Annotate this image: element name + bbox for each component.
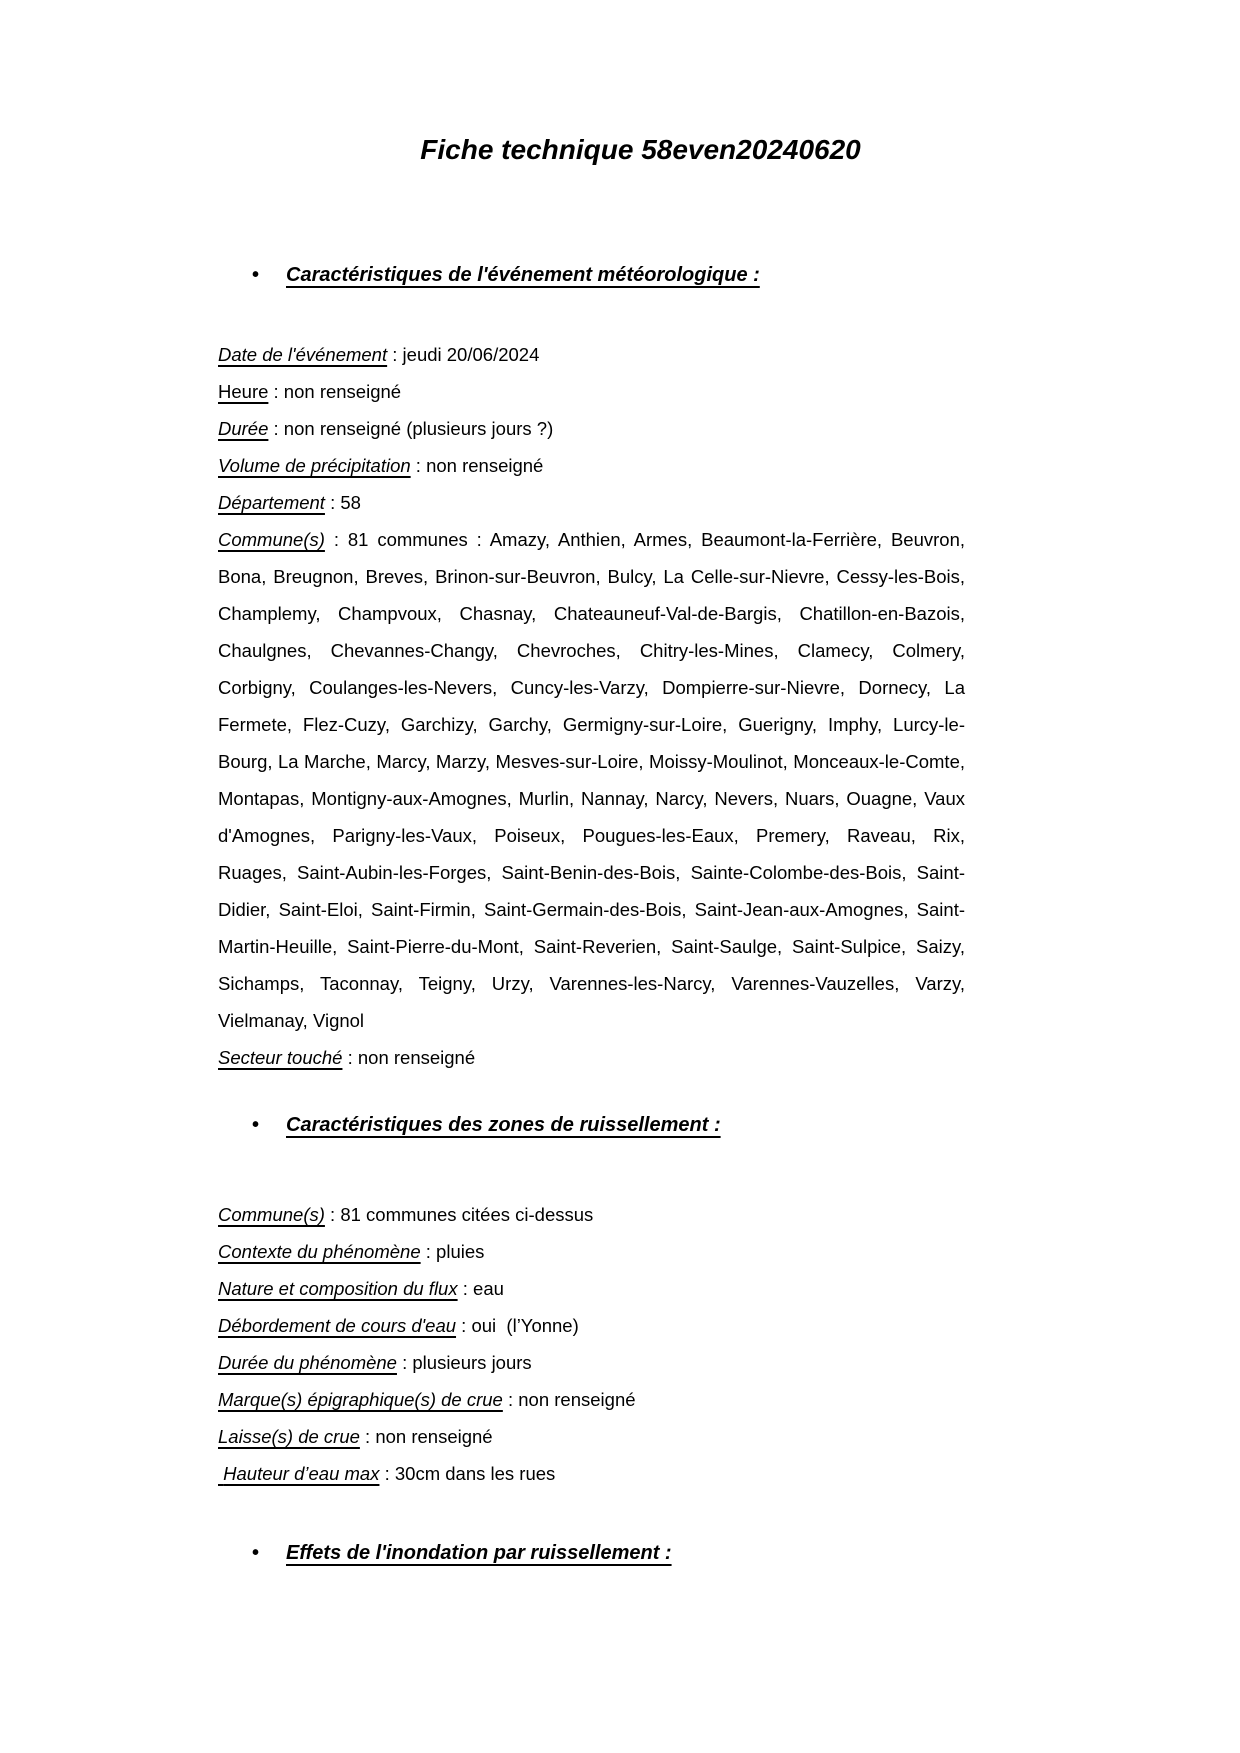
field-value: : non renseigné (plusieurs jours ?) xyxy=(268,418,554,439)
field-value: : plusieurs jours xyxy=(396,1352,532,1373)
bullet-icon: • xyxy=(252,264,260,286)
section-heading-effets xyxy=(218,1540,1097,1566)
field-label: Date de l'événement xyxy=(218,344,388,365)
field-secteur-touche xyxy=(218,1039,965,1076)
field-label: Durée du phénomène xyxy=(218,1352,397,1373)
field-label: Marque(s) épigraphique(s) de crue xyxy=(218,1389,503,1410)
field-value: : jeudi 20/06/2024 xyxy=(387,344,540,365)
communes-paragraph xyxy=(218,521,965,1039)
bullet-icon: • xyxy=(252,1114,260,1136)
field-label: Contexte du phénomène xyxy=(218,1241,421,1262)
field-debordement-cours-eau xyxy=(218,1307,965,1344)
section-heading-text: Effets de l'inondation par ruissellement : xyxy=(286,1542,672,1564)
field-marques-epigraphiques xyxy=(218,1381,965,1418)
field-label: Heure xyxy=(218,381,269,402)
field-label: Secteur touché xyxy=(218,1047,343,1068)
field-value: : 81 communes citées ci-dessus xyxy=(324,1204,594,1225)
field-heure xyxy=(218,373,965,410)
communes-list: : 81 communes : Amazy, Anthien, Armes, Beaumont-la-Ferrière, Beuvron, Bona, Breugnon, Breves, Brinon-sur-Beuvron, Bulcy, La Celle-sur-Nievre, Cessy-les-Bois, Champlemy, Champvoux, Chasnay, Chateauneuf-Val-de-Bargis, Chatillon-en-Bazois, Chaulgnes, Chevannes-Changy, Chevroches, Chitry-les-Mines, Clamecy, Colmery, Corbigny, Coulanges-les-Nevers, Cuncy-les-Varzy, Dompierre-sur-Nievre, Dornecy, La Fermete, Flez-Cuzy, Garchizy, Garchy, Germigny-sur-Loire, Guerigny, Imphy, Lurcy-le-Bourg, La Marche, Marcy, Marzy, Mesves-sur-Loire, Moissy-Moulinot, Monceaux-le-Comte, Montapas, Montigny-aux-Amognes, Murlin, Nannay, Narcy, Nevers, Nuars, Ouagne, Vaux d'Amognes, Parigny-les-Vaux, Poiseux, Pougues-les-Eaux, Premery, Raveau, Rix, Ruages, Saint-Aubin-les-Forges, Saint-Benin-des-Bois, Sainte-Colombe-des-Bois, Saint-Didier, Saint-Eloi, Saint-Firmin, Saint-Germain-des-Bois, Saint-Jean-aux-Amognes, Saint-Martin-Heuille, Saint-Pierre-du-Mont, Saint-Reverien, Saint-Saulge, Saint-Sulpice, Saizy, Sichamps, Taconnay, Teigny, Urzy, Varennes-les-Narcy, Varennes-Vauzelles, Varzy, Vielmanay, Vignol xyxy=(218,529,965,1031)
field-label: Département xyxy=(218,492,325,513)
field-value: : oui (l’Yonne) xyxy=(456,1315,579,1336)
field-hauteur-eau-max xyxy=(218,1455,965,1492)
section-heading-ruissellement xyxy=(218,1112,1097,1138)
field-label: Débordement de cours d'eau xyxy=(218,1315,457,1336)
field-duree xyxy=(218,410,965,447)
doc-title: Fiche technique 58even20240620 xyxy=(420,134,861,165)
field-laisses-de-crue xyxy=(218,1418,965,1455)
field-communes-2 xyxy=(218,1196,965,1233)
field-label: Commune(s) xyxy=(218,1204,325,1225)
section-heading-text: Caractéristiques des zones de ruissellement : xyxy=(286,1114,721,1136)
section-heading-meteo xyxy=(218,262,1097,288)
field-value: : 30cm dans les rues xyxy=(379,1463,556,1484)
field-label: Nature et composition du flux xyxy=(218,1278,458,1299)
field-value: : non renseigné xyxy=(268,381,402,402)
field-volume-precipitation xyxy=(218,447,965,484)
field-contexte-phenomene xyxy=(218,1233,965,1270)
field-duree-phenomene xyxy=(218,1344,965,1381)
field-value: : non renseigné xyxy=(342,1047,476,1068)
bullet-icon: • xyxy=(252,1542,260,1564)
field-value: : non renseigné xyxy=(410,455,544,476)
field-nature-composition-flux xyxy=(218,1270,965,1307)
field-label: Commune(s) xyxy=(218,529,325,550)
field-value: : 58 xyxy=(324,492,361,513)
section-meteo-fields xyxy=(218,336,965,1076)
field-departement xyxy=(218,484,965,521)
field-value: : non renseigné xyxy=(502,1389,636,1410)
field-value: : eau xyxy=(457,1278,504,1299)
section-ruissellement-fields xyxy=(218,1196,965,1492)
field-label: Laisse(s) de crue xyxy=(218,1426,360,1447)
field-label: Volume de précipitation xyxy=(218,455,411,476)
field-value: : non renseigné xyxy=(359,1426,493,1447)
field-date-evenement xyxy=(218,336,965,373)
field-label: Hauteur d’eau max xyxy=(218,1463,380,1484)
section-heading-text: Caractéristiques de l'événement météorologique : xyxy=(286,264,760,286)
field-label: Durée xyxy=(218,418,269,439)
field-value: : pluies xyxy=(420,1241,485,1262)
